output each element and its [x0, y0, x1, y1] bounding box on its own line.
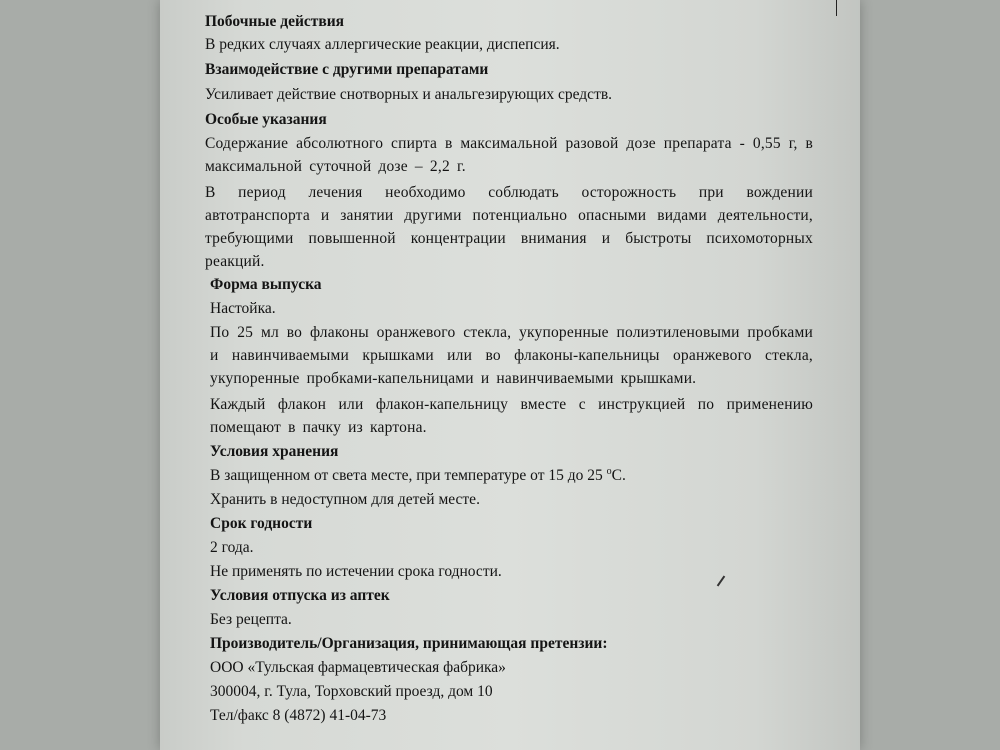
dispensing-heading: Условия отпуска из аптек	[210, 587, 390, 604]
release-form-text-1: Настойка.	[210, 300, 276, 317]
shelf-life-text-1: 2 года.	[210, 539, 254, 556]
degree-sign: o	[606, 465, 612, 477]
side-effects-text: В редких случаях аллергические реакции, диспепсия.	[205, 36, 560, 53]
manufacturer-phone: Тел/факс 8 (4872) 41-04-73	[210, 707, 387, 724]
shelf-life-text-2: Не применять по истечении срока годности.	[210, 563, 502, 580]
manufacturer-heading: Производитель/Организация, принимающая претензии:	[210, 635, 608, 652]
special-notes-text-2: В период лечения необходимо соблюдать осторожность при вождении автотранспорта и занятии другими потенциально опасными видами деятельности, требующими повышенной концентрации внимания и быстроты психомоторных реакций.	[205, 184, 813, 270]
manufacturer-address: 300004, г. Тула, Торховский проезд, дом 10	[210, 683, 493, 700]
storage-heading: Условия хранения	[210, 443, 339, 460]
side-effects-heading: Побочные действия	[205, 13, 345, 30]
storage-text-1-main: В защищенном от света месте, при температуре от 15 до 25	[210, 467, 607, 484]
storage-text-1-unit: С.	[611, 467, 626, 484]
sheet-edge-mark	[836, 0, 837, 16]
special-notes-text-1: Содержание абсолютного спирта в максимальной разовой дозе препарата - 0,55 г, в максимальной суточной дозе – 2,2 г.	[205, 135, 813, 175]
release-form-text-3: Каждый флакон или флакон-капельницу вместе с инструкцией по применению помещают в пачку из картона.	[210, 396, 813, 436]
interactions-text: Усиливает действие снотворных и анальгезирующих средств.	[205, 86, 613, 103]
release-form-text-2: По 25 мл во флаконы оранжевого стекла, укупоренные полиэтиленовыми пробками и навинчиваемыми крышками или во флаконы-капельницы оранжевого стекла, укупоренные пробками-капельницами и навинчиваемыми крышками.	[210, 324, 813, 387]
dispensing-text: Без рецепта.	[210, 611, 292, 628]
release-form-heading: Форма выпуска	[210, 276, 322, 293]
interactions-heading: Взаимодействие с другими препаратами	[205, 61, 489, 78]
leaflet-content	[203, 10, 813, 727]
storage-text-2: Хранить в недоступном для детей месте.	[210, 491, 480, 508]
storage-text-1	[203, 464, 813, 487]
shelf-life-heading: Срок годности	[210, 515, 313, 532]
manufacturer-name: ООО «Тульская фармацевтическая фабрика»	[210, 659, 506, 676]
special-notes-heading: Особые указания	[205, 111, 327, 128]
